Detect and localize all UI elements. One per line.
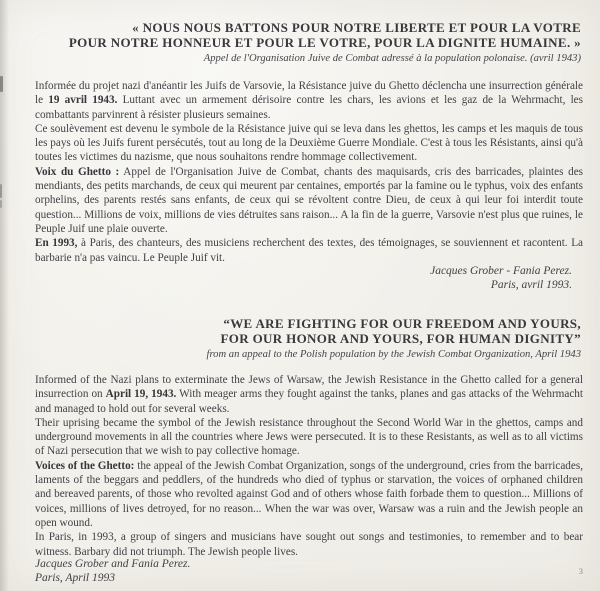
english-signature-authors: Jacques Grober and Fania Perez. bbox=[35, 558, 191, 570]
french-signature bbox=[430, 264, 572, 292]
bold-text-run: Voix du Ghetto : bbox=[35, 165, 120, 178]
bold-text-run: 19 avril 1943. bbox=[48, 94, 118, 107]
french-quote-line-2: POUR NOTRE HONNEUR ET POUR LE VOTRE, POUR LA DIGNITE HUMAINE. » bbox=[68, 34, 581, 50]
bold-text-run: April 19, 1943. bbox=[105, 388, 177, 401]
english-body-text bbox=[35, 373, 583, 559]
french-quote-source: Appel de l'Organisation Juive de Combat adressé à la population polonaise. (avril 1943) bbox=[203, 52, 581, 64]
scan-artifact bbox=[0, 76, 3, 92]
french-signature-authors: Jacques Grober - Fania Perez. bbox=[430, 265, 572, 277]
scan-artifact bbox=[0, 200, 2, 208]
paragraph bbox=[35, 459, 583, 530]
text-run: Their uprising became the symbol of the Jewish resistance throughout the Second World War in the ghettos, camps and underground movements in all the countries where Jews were persecuted. It is to these Resistants, as well as to all victims of Nazi persecution that we wish to pay collective homage. bbox=[35, 416, 583, 458]
french-quote-heading bbox=[69, 21, 581, 65]
text-run: Ce soulèvement est devenu le symbole de la Résistance juive qui se leva dans les ghettos, les camps et les maquis de tous les pays où les Juifs furent persécutés, tout au long de la Deuxième Guerre Mondiale. C'est à tous les Résistants, ainsi qu'à toutes les victimes du nazisme, que nous souhaitons rendre hommage collectivement. bbox=[35, 122, 583, 164]
text-run: Luttant avec un armement dérisoire contre les chars, les avions et les gaz de la Wehrmacht, les combattants parvinrent à résister plusieurs semaines. bbox=[35, 94, 583, 121]
paragraph bbox=[35, 79, 583, 122]
text-run: the appeal of the Jewish Combat Organization, songs of the underground, cries from the barricades, laments of the beggars and peddlers, of the hundreds who died of typhus or starvation, the voices of orphaned children and bereaved parents, of those who revolted against God and of others whose faith forbade them to question... Millions of voices, millions of lives detroyed, for no reason... When the war was over, Warsaw was a ruin and the Jewish people an open wound. bbox=[35, 459, 583, 529]
french-body-text bbox=[35, 79, 583, 265]
text-run: In Paris, in 1993, a group of singers and musicians have sought out songs and testimonies, to remember and to bear witness. Barbary did not triumph. The Jewish people lives. bbox=[35, 531, 583, 558]
english-quote-heading bbox=[207, 317, 582, 361]
text-run: With meager arms they fought against the tanks, planes and gas attacks of the Wehrmacht and managed to hold out for several weeks. bbox=[35, 388, 584, 415]
paragraph bbox=[35, 530, 583, 559]
text-run: Appel de l'Organisation Juive de Combat, chants des maquisards, cris des barricades, plaintes des mendiants, des petits marchands, de ceux qui meurent par centaines, emportés par la famine ou le typhus, voix des enfants orphelins, des parents restés sans enfants, de ceux qui se révoltent contre Dieu, de ceux à qui leur foi interdit toute question... Millions de voix, millions de vies détruites sans raison... A la fin de la guerre, Varsovie n'est plus que ruines, le Peuple Juif une plaie ouverte. bbox=[35, 165, 584, 235]
english-signature-place-date: Paris, April 1993 bbox=[35, 572, 115, 584]
french-signature-place-date: Paris, avril 1993. bbox=[490, 279, 572, 291]
paragraph bbox=[35, 236, 583, 265]
english-quote-line-2: FOR OUR HONOR AND YOURS, FOR HUMAN DIGNITY” bbox=[220, 330, 581, 346]
bold-text-run: En 1993, bbox=[35, 237, 78, 250]
scan-artifact bbox=[0, 184, 2, 198]
paragraph bbox=[35, 122, 583, 165]
paragraph bbox=[35, 416, 583, 459]
paragraph bbox=[35, 373, 583, 416]
french-quote-line-1: « NOUS NOUS BATTONS POUR NOTRE LIBERTE ET POUR LA VOTRE bbox=[132, 20, 581, 35]
text-run: Informed of the Nazi plans to exterminate the Jews of Warsaw, the Jewish Resistance in the Ghetto called for a general insurrection on bbox=[35, 374, 583, 401]
page-number: 3 bbox=[578, 566, 583, 576]
bold-text-run: Voices of the Ghetto: bbox=[35, 459, 135, 472]
text-run: à Paris, des chanteurs, des musiciens recherchent des textes, des témoignages, se souviennent et racontent. La barbarie n'a pas vaincu. Le Peuple Juif vit. bbox=[35, 237, 583, 264]
text-run: Informée du projet nazi d'anéantir les Juifs de Varsovie, la Résistance juive du Ghetto déclencha une insurrection générale le bbox=[35, 80, 583, 107]
english-quote-source: from an appeal to the Polish population by the Jewish Combat Organization, April 1943 bbox=[206, 348, 581, 360]
paragraph bbox=[35, 165, 583, 236]
english-signature bbox=[35, 557, 190, 585]
english-quote-line-1: “WE ARE FIGHTING FOR OUR FREEDOM AND YOURS, bbox=[223, 316, 581, 331]
